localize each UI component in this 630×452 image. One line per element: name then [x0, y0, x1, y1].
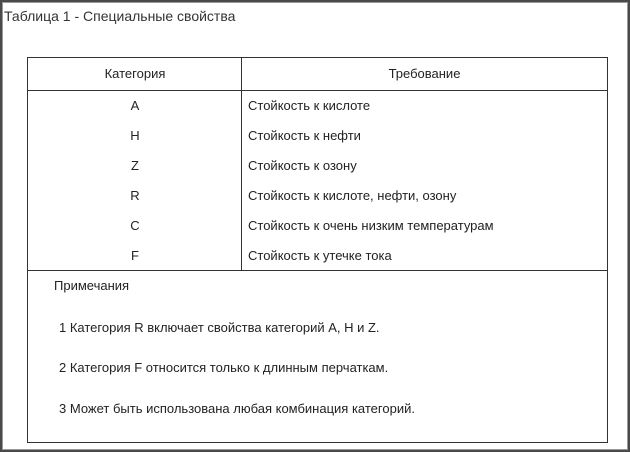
requirement-cell: Стойкость к очень низким температурам [248, 218, 494, 233]
category-cell: H [130, 128, 140, 143]
category-cell: Z [131, 158, 139, 173]
table-body [28, 91, 607, 271]
requirement-cell: Стойкость к нефти [248, 128, 361, 143]
note-item: 1 Категория R включает свойства категорий A, H и Z. [59, 320, 380, 335]
table-row [28, 181, 607, 211]
note-item: 2 Категория F относится только к длинным перчаткам. [59, 360, 389, 375]
table-row [28, 91, 607, 121]
table-caption: Таблица 1 - Специальные свойства [4, 8, 236, 24]
requirement-cell: Стойкость к утечке тока [248, 248, 392, 263]
note-item: 3 Может быть использована любая комбинация категорий. [59, 401, 415, 416]
header-category: Категория [104, 66, 166, 81]
requirement-cell: Стойкость к кислоте [248, 98, 371, 113]
table-row [28, 241, 607, 271]
properties-table [27, 57, 608, 443]
header-requirement: Требование [388, 66, 461, 81]
table-row [28, 211, 607, 241]
requirement-cell: Стойкость к озону [248, 158, 357, 173]
category-cell: R [130, 188, 140, 203]
notes-divider [28, 270, 607, 271]
category-cell: F [131, 248, 139, 263]
category-cell: A [130, 98, 140, 113]
table-row [28, 121, 607, 151]
requirement-cell: Стойкость к кислоте, нефти, озону [248, 188, 457, 203]
notes-title: Примечания [54, 278, 130, 293]
table-header-row [28, 58, 607, 91]
table-row [28, 151, 607, 181]
category-cell: C [130, 218, 140, 233]
